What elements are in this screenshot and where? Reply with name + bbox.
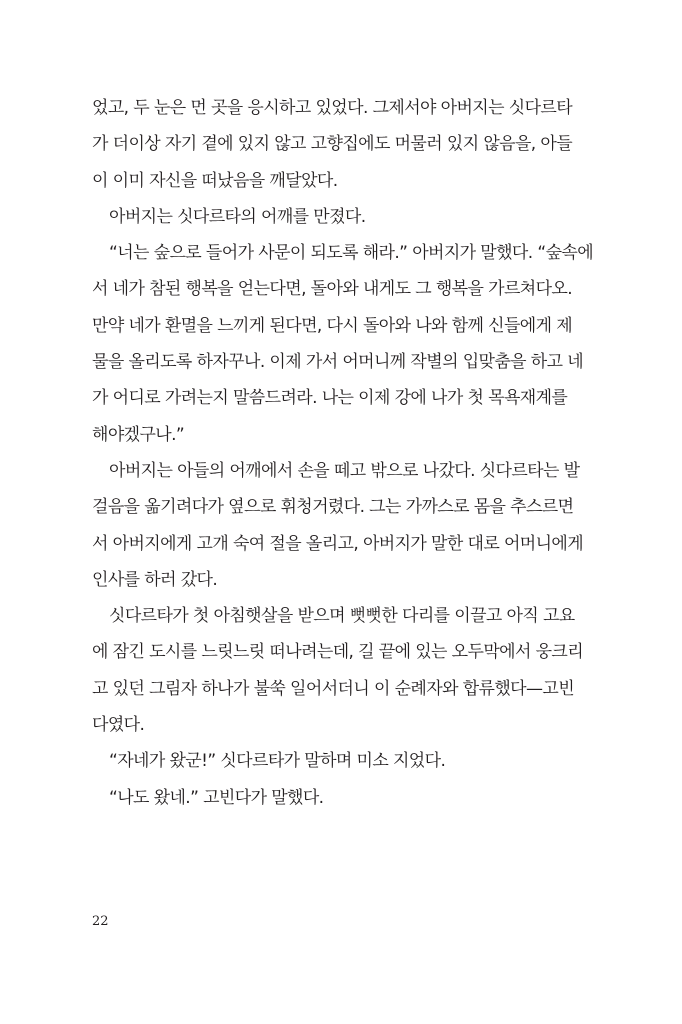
text-line: 만약 네가 환멸을 느끼게 된다면, 다시 돌아와 나와 함께 신들에게 제 [92, 315, 573, 336]
text-line: 가 더이상 자기 곁에 있지 않고 고향집에도 머물러 있지 않음을, 아들 [92, 134, 573, 155]
text-line: 아버지는 아들의 어깨에서 손을 떼고 밖으로 나갔다. 싯다르타는 발 [109, 460, 580, 481]
text-line: 인사를 하러 갔다. [92, 569, 218, 590]
text-line: 서 아버지에게 고개 숙여 절을 올리고, 아버지가 말한 대로 어머니에게 [92, 533, 584, 554]
text-line: 걸음을 옮기려다가 옆으로 휘청거렸다. 그는 가까스로 몸을 추스르면 [92, 497, 574, 518]
text-line: 고 있던 그림자 하나가 불쑥 일어서더니 이 순례자와 합류했다—고빈 [92, 678, 575, 699]
page-number: 22 [92, 914, 109, 929]
text-line: 었고, 두 눈은 먼 곳을 응시하고 있었다. 그제서야 아버지는 싯다르타 [92, 98, 573, 118]
text-line: 다였다. [92, 715, 145, 736]
body-text [92, 90, 612, 816]
text-line: 아버지는 싯다르타의 어깨를 만졌다. [109, 206, 366, 227]
text-line: 해야겠구나.” [92, 424, 185, 445]
text-line: 가 어디로 가려는지 말씀드려라. 나는 이제 강에 나가 첫 목욕재계를 [92, 388, 568, 409]
text-line: 에 잠긴 도시를 느릿느릿 떠나려는데, 길 끝에 있는 오두막에서 웅크리 [92, 642, 584, 663]
text-line: “나도 왔네.” 고빈다가 말했다. [109, 787, 324, 808]
text-line: “자네가 왔군!” 싯다르타가 말하며 미소 지었다. [109, 751, 446, 772]
text-line: 물을 올리도록 하자꾸나. 이제 가서 어머니께 작별의 입맞춤을 하고 네 [92, 352, 584, 373]
text-line: 서 네가 참된 행복을 얻는다면, 돌아와 내게도 그 행복을 가르쳐다오. [92, 279, 573, 300]
text-line: “너는 숲으로 들어가 사문이 되도록 해라.” 아버지가 말했다. “숲속에 [109, 243, 594, 264]
text-line: 이 이미 자신을 떠났음을 깨달았다. [92, 170, 338, 191]
text-line: 싯다르타가 첫 아침햇살을 받으며 뻣뻣한 다리를 이끌고 아직 고요 [109, 606, 575, 627]
